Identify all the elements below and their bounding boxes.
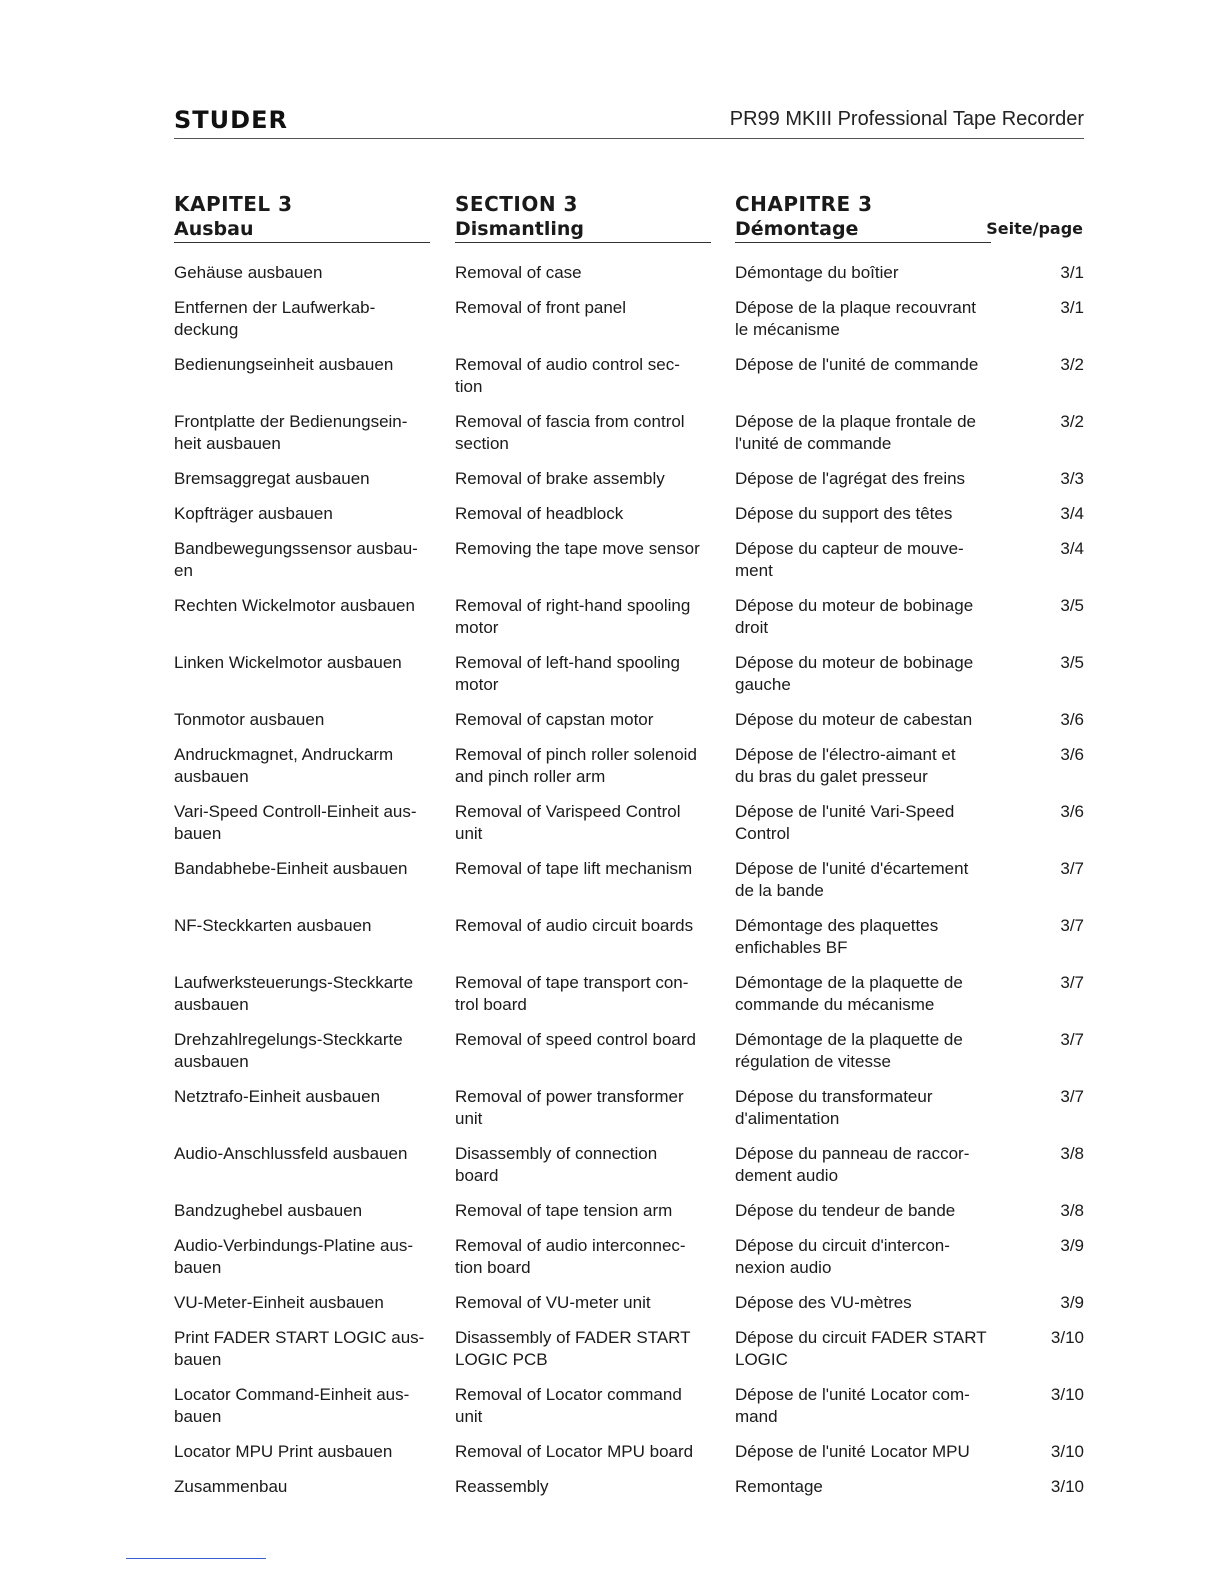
french-text: Dépose du moteur de bobinage gauche [735,653,974,694]
french-text: Dépose du circuit d'intercon- nexion audio [735,1236,950,1277]
page-number: 3/9 [1060,1293,1084,1312]
french-text: Dépose de la plaque frontale de l'unité de commande [735,412,977,453]
table-row [174,1441,1084,1476]
document-title: PR99 MKIII Professional Tape Recorder [729,108,1084,130]
french-text: Dépose des VU-mètres [735,1293,912,1312]
french-text: Dépose du support des têtes [735,504,953,523]
english-text: Disassembly of FADER START LOGIC PCB [455,1328,691,1369]
english-text: Removal of right-hand spooling motor [455,596,691,637]
german-text: Kopfträger ausbauen [174,504,333,523]
page-number: 3/7 [1060,1030,1084,1049]
table-row [174,652,1084,709]
french-text: Dépose de l'unité de commande [735,355,979,374]
page-number: 3/6 [1060,802,1084,821]
english-text: Removal of tape lift mechanism [455,859,693,878]
page-number: 3/8 [1060,1144,1084,1163]
table-row [174,709,1084,744]
table-row [174,1200,1084,1235]
french-text: Dépose de l'unité d'écartement de la bande [735,859,969,900]
page-number: 3/7 [1060,1087,1084,1106]
table-row [174,297,1084,354]
header-rule-de [174,242,430,243]
table-row [174,595,1084,652]
page-number: 3/8 [1060,1201,1084,1220]
french-text: Dépose de la plaque recouvrant le mécanisme [735,298,976,339]
english-text: Removal of audio interconnec- tion board [455,1236,686,1277]
french-text: Démontage des plaquettes enfichables BF [735,916,939,957]
english-text: Removal of brake assembly [455,469,665,488]
chapter-title-fr: Démontage [735,218,859,240]
table-row [174,262,1084,297]
table-row [174,858,1084,915]
german-text: Zusammenbau [174,1477,288,1496]
german-text: Netztrafo-Einheit ausbauen [174,1087,381,1106]
french-text: Dépose du capteur de mouve- ment [735,539,964,580]
english-text: Removal of tape transport con- trol board [455,973,689,1014]
chapter-title-de: Ausbau [174,218,254,240]
table-row [174,801,1084,858]
english-text: Removal of Locator MPU board [455,1442,694,1461]
german-text: Vari-Speed Controll-Einheit aus- bauen [174,802,417,843]
page-number: 3/6 [1060,710,1084,729]
table-row [174,1384,1084,1441]
table-row [174,744,1084,801]
page-number: 3/9 [1060,1236,1084,1255]
french-text: Démontage de la plaquette de régulation de vitesse [735,1030,963,1071]
english-text: Removal of speed control board [455,1030,696,1049]
page-number: 3/5 [1060,596,1084,615]
page-number: 3/10 [1050,1385,1084,1404]
table-row [174,503,1084,538]
chapter-label-en: SECTION 3 [455,192,578,216]
german-text: Andruckmagnet, Andruckarm ausbauen [174,745,394,786]
german-text: Rechten Wickelmotor ausbauen [174,596,415,615]
page-column-header: Seite/page [986,219,1083,238]
footer-rule [126,1558,266,1559]
german-text: Bremsaggregat ausbauen [174,469,370,488]
page-number: 3/10 [1050,1442,1084,1461]
english-text: Removal of audio control sec- tion [455,355,680,396]
page-number: 3/1 [1060,263,1084,282]
column-header-english [455,192,584,240]
column-header-french [735,192,873,240]
english-text: Removal of fascia from control section [455,412,685,453]
french-text: Dépose du transformateur d'alimentation [735,1087,933,1128]
english-text: Removal of front panel [455,298,627,317]
english-text: Removal of left-hand spooling motor [455,653,680,694]
german-text: Locator MPU Print ausbauen [174,1442,393,1461]
german-text: Bandbewegungssensor ausbau- en [174,539,418,580]
table-row [174,1327,1084,1384]
english-text: Removal of Varispeed Control unit [455,802,681,843]
german-text: Bandzughebel ausbauen [174,1201,363,1220]
page-number: 3/7 [1060,916,1084,935]
german-text: Bandabhebe-Einheit ausbauen [174,859,408,878]
table-row [174,915,1084,972]
english-text: Removal of Locator command unit [455,1385,682,1426]
french-text: Dépose de l'unité Locator com- mand [735,1385,970,1426]
german-text: Gehäuse ausbauen [174,263,323,282]
header-rule-en [455,242,711,243]
table-row [174,1292,1084,1327]
table-row [174,411,1084,468]
table-row [174,354,1084,411]
french-text: Dépose du circuit FADER START LOGIC [735,1328,987,1369]
page-number: 3/2 [1060,412,1084,431]
german-text: Bedienungseinheit ausbauen [174,355,394,374]
french-text: Dépose du tendeur de bande [735,1201,956,1220]
german-text: Frontplatte der Bedienungsein- heit ausbauen [174,412,408,453]
german-text: Print FADER START LOGIC aus- bauen [174,1328,425,1369]
french-text: Dépose de l'unité Locator MPU [735,1442,970,1461]
page-number: 3/7 [1060,859,1084,878]
french-text: Dépose du moteur de bobinage droit [735,596,974,637]
page-number: 3/10 [1050,1328,1084,1347]
chapter-label-de: KAPITEL 3 [174,192,293,216]
english-text: Removal of case [455,263,582,282]
table-row [174,1029,1084,1086]
english-text: Removal of VU-meter unit [455,1293,651,1312]
german-text: Locator Command-Einheit aus- bauen [174,1385,410,1426]
english-text: Removal of headblock [455,504,624,523]
german-text: Audio-Anschlussfeld ausbauen [174,1144,408,1163]
english-text: Removal of audio circuit boards [455,916,694,935]
chapter-title-en: Dismantling [455,218,584,240]
page-number: 3/4 [1060,539,1084,558]
french-text: Remontage [735,1477,823,1496]
page-header [174,106,1084,139]
page-number: 3/2 [1060,355,1084,374]
page-number: 3/4 [1060,504,1084,523]
page-number: 3/10 [1050,1477,1084,1496]
page-number: 3/5 [1060,653,1084,672]
page-number: 3/1 [1060,298,1084,317]
german-text: Tonmotor ausbauen [174,710,325,729]
german-text: Laufwerksteuerungs-Steckkarte ausbauen [174,973,414,1014]
table-row [174,1086,1084,1143]
german-text: Audio-Verbindungs-Platine aus- bauen [174,1236,414,1277]
chapter-label-fr: CHAPITRE 3 [735,192,873,216]
studer-logo: STUDER [174,106,288,134]
german-text: VU-Meter-Einheit ausbauen [174,1293,384,1312]
english-text: Removal of capstan motor [455,710,654,729]
english-text: Removal of tape tension arm [455,1201,673,1220]
english-text: Removal of pinch roller solenoid and pinch roller arm [455,745,697,786]
french-text: Dépose du moteur de cabestan [735,710,973,729]
english-text: Reassembly [455,1477,549,1496]
french-text: Démontage de la plaquette de commande du mécanisme [735,973,963,1014]
header-rule-fr [735,242,991,243]
table-row [174,1476,1084,1511]
french-text: Dépose de l'agrégat des freins [735,469,966,488]
table-row [174,1235,1084,1292]
column-header-german [174,192,293,240]
french-text: Dépose du panneau de raccor- dement audio [735,1144,970,1185]
table-row [174,468,1084,503]
english-text: Removing the tape move sensor [455,539,700,558]
german-text: Drehzahlregelungs-Steckkarte ausbauen [174,1030,403,1071]
english-text: Removal of power transformer unit [455,1087,684,1128]
french-text: Démontage du boîtier [735,263,899,282]
german-text: Linken Wickelmotor ausbauen [174,653,402,672]
french-text: Dépose de l'unité Vari-Speed Control [735,802,955,843]
german-text: Entfernen der Laufwerkab- deckung [174,298,376,339]
page-number: 3/7 [1060,973,1084,992]
page-number: 3/6 [1060,745,1084,764]
english-text: Disassembly of connection board [455,1144,658,1185]
table-row [174,972,1084,1029]
table-row [174,538,1084,595]
french-text: Dépose de l'électro-aimant et du bras du galet presseur [735,745,956,786]
page-number: 3/3 [1060,469,1084,488]
table-row [174,1143,1084,1200]
german-text: NF-Steckkarten ausbauen [174,916,372,935]
